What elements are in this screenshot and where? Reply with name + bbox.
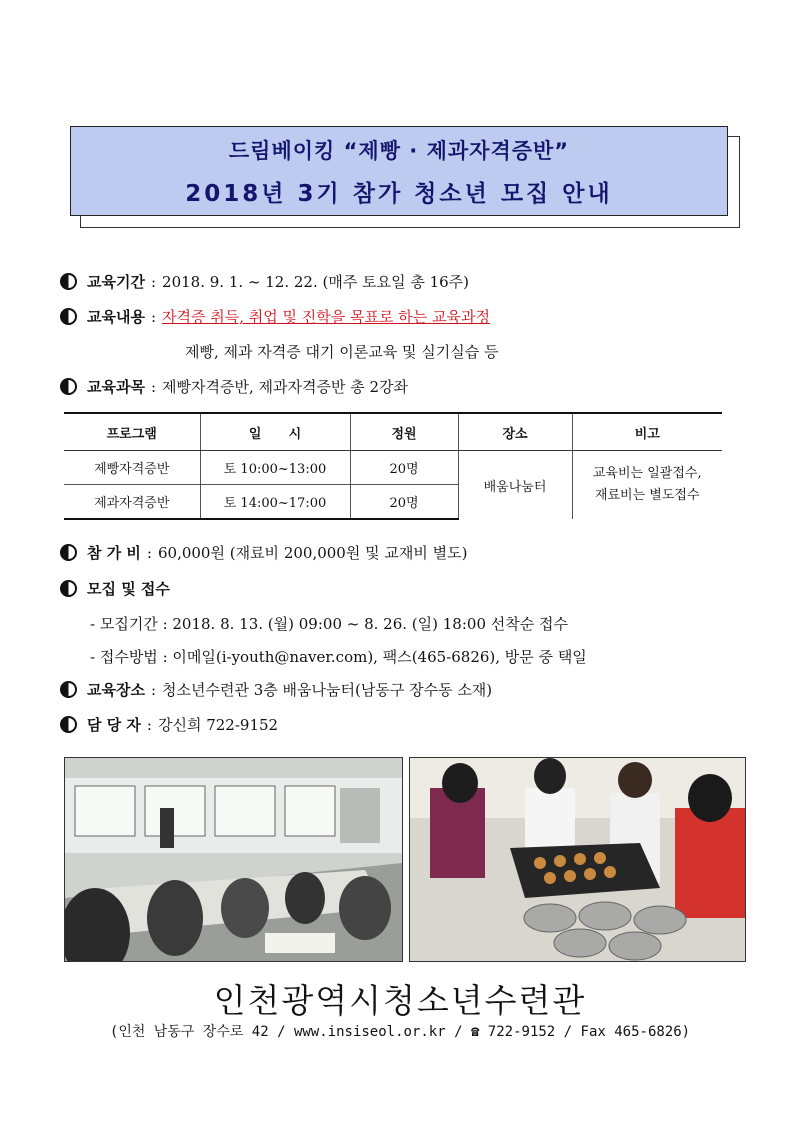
organization-address: (인천 남동구 장수로 42 / www.insiseol.or.kr / ☎ 722-9152 / Fax 465-6826) [109,1024,691,1040]
cell-capacity: 20명 [350,485,458,520]
title-line2: 2018년 3기 참가 청소년 모집 안내 [185,180,613,207]
colon: : [150,680,157,699]
subjects-row [60,376,408,397]
cell-program: 제과자격증반 [64,485,200,520]
half-circle-bullet-icon [60,681,77,698]
colon: : [150,377,157,396]
note-line1: 교육비는 일괄접수, [592,466,702,481]
subjects-label: 교육과목 [87,378,145,396]
contact-value: 강신희 722-9152 [157,716,279,734]
colon: : [146,543,152,562]
half-circle-bullet-icon [60,378,77,395]
cell-note [572,451,722,520]
program-table [64,412,722,520]
content-value: 자격증 취득, 취업 및 진학을 목표로 하는 교육과정 [162,308,490,326]
period-value: 2018. 9. 1. ~ 12. 22. (매주 토요일 총 16주) [162,273,470,291]
cell-capacity: 20명 [350,451,458,485]
contact-row [60,714,278,735]
header-capacity: 정원 [350,413,458,451]
colon: : [146,715,152,734]
contact-label: 담 당 자 [87,716,141,734]
half-circle-bullet-icon [60,580,77,597]
content-detail: 제빵, 제과 자격증 대기 이론교육 및 실기실습 등 [185,343,499,361]
recruit-method: - 접수방법 : 이메일(i-youth@naver.com), 팩스(465-6826), 방문 중 택일 [90,648,587,666]
title-box [70,126,728,216]
place-value: 청소년수련관 3층 배움나눔터(남동구 장수동 소재) [162,681,493,699]
content-row [60,306,490,327]
period-label: 교육기간 [87,273,145,291]
header-time: 일 시 [200,413,350,451]
colon: : [150,272,157,291]
header-program: 프로그램 [64,413,200,451]
place-row [60,679,492,700]
half-circle-bullet-icon [60,273,77,290]
fee-value: 60,000원 (재료비 200,000원 및 교재비 별도) [157,544,468,562]
cell-place: 배움나눔터 [458,451,572,520]
organization-name: 인천광역시청소년수련관 [213,981,587,1020]
cell-time: 토 10:00~13:00 [200,451,350,485]
period-row [60,271,469,292]
title-line1: 드림베이킹 “제빵 · 제과자격증반” [228,138,570,163]
recruit-row [60,578,170,599]
colon: : [150,307,157,326]
recruit-period: - 모집기간 : 2018. 8. 13. (월) 09:00 ~ 8. 26. (일) 18:00 선착순 접수 [90,615,568,633]
content-label: 교육내용 [87,308,145,326]
header-note: 비고 [572,413,722,451]
table-header-row [64,413,722,451]
baking-class-photo [409,757,746,962]
half-circle-bullet-icon [60,544,77,561]
note-line2: 재료비는 별도접수 [594,488,700,503]
place-label: 교육장소 [87,681,145,699]
table-row [64,451,722,485]
recruit-label: 모집 및 접수 [87,580,170,598]
cell-program: 제빵자격증반 [64,451,200,485]
cell-time: 토 14:00~17:00 [200,485,350,520]
header-place: 장소 [458,413,572,451]
subjects-value: 제빵자격증반, 제과자격증반 총 2강좌 [162,378,408,396]
half-circle-bullet-icon [60,716,77,733]
fee-label: 참 가 비 [87,544,141,562]
half-circle-bullet-icon [60,308,77,325]
classroom-photo [64,757,403,962]
fee-row [60,542,467,563]
